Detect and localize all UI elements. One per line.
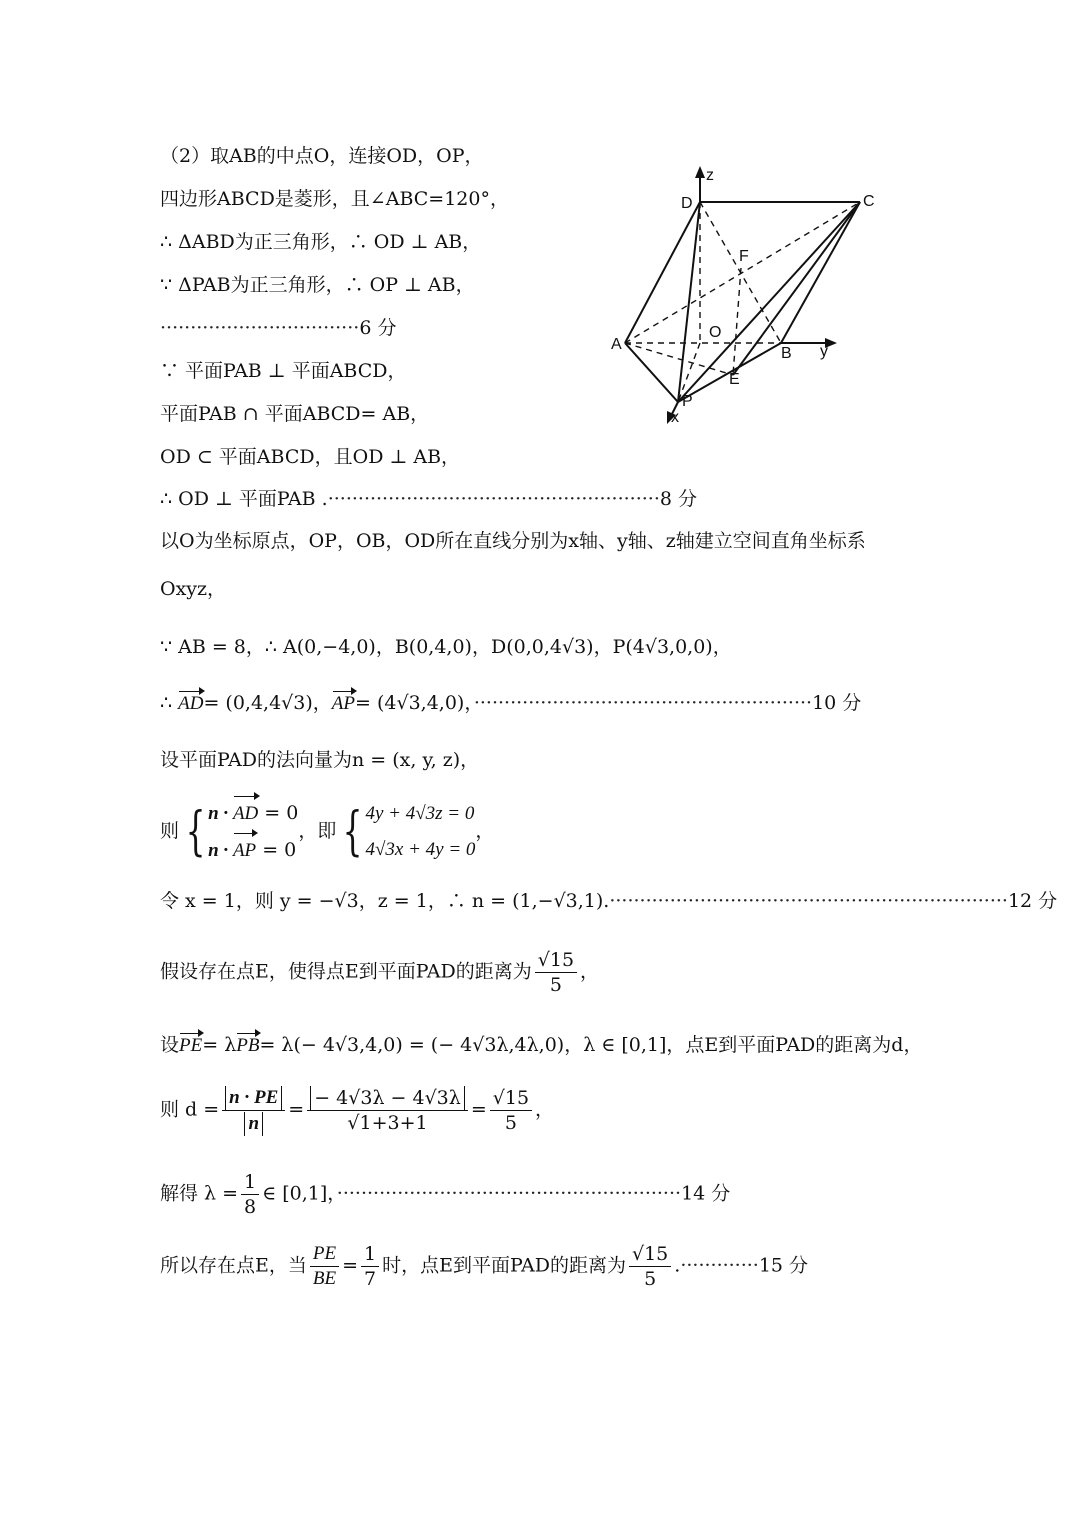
text: ，即 — [298, 820, 337, 842]
line-8: OD ⊂ 平面ABCD，且OD ⊥ AB， — [160, 446, 461, 468]
score: 6 分 — [359, 317, 397, 339]
fraction-sqrt15: $\frac{√15}{5}$ — [629, 1242, 671, 1291]
geometry-figure — [605, 160, 895, 430]
text: 则 — [160, 820, 180, 842]
edge-fe — [733, 268, 741, 375]
fraction-1-7: $\frac{1}{7}$ — [361, 1242, 379, 1291]
vector-pe: PE — [179, 1033, 202, 1059]
line-11: Oxyz， — [160, 578, 227, 600]
score: 15 分 — [758, 1254, 809, 1277]
label-z: z — [706, 167, 714, 184]
label-b: B — [781, 345, 792, 362]
leader-dots: ························································· — [336, 1182, 682, 1205]
line-4: ∵ ΔPAB为正三角形，∴ OP ⊥ AB， — [160, 274, 475, 296]
fraction: $\frac{1}{8}$ — [241, 1170, 259, 1219]
fraction-1: $\frac{n \cdot PE}{n}$ — [222, 1085, 285, 1136]
line-2: 四边形ABCD是菱形，且∠ABC=120°， — [160, 188, 509, 210]
edge-cp — [678, 202, 860, 402]
line-14: 设平面PAD的法向量为n = (x, y, z)， — [160, 749, 480, 771]
label-c: C — [863, 193, 875, 210]
label-x: x — [671, 409, 679, 426]
brace: { — [342, 802, 363, 862]
score: 12 分 — [1007, 890, 1058, 912]
line-15 — [160, 888, 1057, 914]
line-12: ∵ AB = 8，∴ A(0,−4,0)，B(0,4,0)，D(0,0,4√3)，P(4√3,0,0)， — [160, 636, 732, 658]
label-d: D — [681, 195, 693, 212]
vector-ad: AD — [178, 691, 203, 717]
fraction: $\frac{√15}{5}$ — [535, 948, 577, 997]
score: 8 分 — [659, 488, 698, 510]
edge-cb — [781, 202, 860, 343]
vector-pb: PB — [236, 1033, 259, 1059]
label-a: A — [611, 336, 622, 353]
edge-da — [625, 202, 700, 343]
line-16: 假设存在点E，使得点E到平面PAD的距离为 $\frac{√15}{5}$ ， — [160, 949, 600, 996]
line-13: ∴ AD= (0,4,4√3)，AP= (4√3,4,0)，························································10 分 — [160, 690, 861, 717]
line-10: 以O为坐标原点，OP，OB，OD所在直线分别为x轴、y轴、z轴建立空间直角坐标系 — [160, 530, 866, 552]
score: 10 分 — [812, 692, 862, 714]
line-9 — [160, 486, 697, 512]
label-f: F — [739, 248, 749, 265]
line-7: 平面PAB ∩ 平面ABCD= AB， — [160, 403, 430, 425]
edge-ac — [625, 202, 860, 343]
edge-ap — [625, 343, 678, 402]
leader-dots: ································· — [160, 317, 360, 339]
system-1: n · AD = 0 n · AP = 0 — [208, 795, 298, 869]
label-y: y — [820, 343, 828, 360]
line-3: ∴ ΔABD为正三角形，∴ OD ⊥ AB， — [160, 231, 482, 253]
label-e: E — [729, 371, 740, 388]
line-18: 则 d = $\frac{n \cdot PE}{n}$ = $\frac{- 4√3\lambda - 4√3\lambda}{√1+3+1}$ = $\frac{√15}{5}$ ， — [160, 1087, 555, 1134]
text: = (0,4,4√3)， — [203, 692, 332, 714]
line-1: （2）取AB的中点O，连接OD，OP， — [160, 145, 484, 167]
text: = (4√3,4,0)， — [355, 692, 474, 714]
text: ∴ OD ⊥ 平面PAB . — [160, 488, 328, 510]
leader-dots: ······················································· — [327, 488, 660, 510]
fraction-3: $\frac{√15}{5}$ — [490, 1086, 532, 1135]
text: = λ(− 4√3,4,0) = (− 4√3λ,4λ,0)，λ ∈ [0,1]，点E到平面PAD的距离为d， — [259, 1034, 923, 1056]
line-20: 所以存在点E，当 $\frac{PE}{BE}$ = $\frac{1}{7}$ 时，点E到平面PAD的距离为 $\frac{√15}{5}$ .·············15 分 — [160, 1243, 809, 1290]
fraction-pe-be: $\frac{PE}{BE}$ — [310, 1242, 339, 1291]
label-p: P — [682, 393, 693, 410]
vector-ap: AP — [332, 691, 355, 717]
edge-ce — [733, 202, 860, 375]
fraction-2: $\frac{- 4√3\lambda - 4√3\lambda}{√1+3+1}$ — [307, 1086, 468, 1135]
label-o: O — [709, 324, 722, 341]
leader-dots: ·································································· — [609, 890, 1008, 912]
line-5 — [160, 315, 396, 341]
edge-dp — [678, 202, 700, 402]
text: 假设存在点E，使得点E到平面PAD的距离为 — [160, 960, 532, 983]
leader-dots: ············· — [680, 1254, 759, 1277]
score: 14 分 — [681, 1182, 731, 1205]
z-arrow — [695, 166, 705, 178]
brace: { — [185, 802, 206, 862]
line-17: 设PE= λPB= λ(− 4√3,4,0) = (− 4√3λ,4λ,0)，λ ∈ [0,1]，点E到平面PAD的距离为d， — [160, 1032, 922, 1059]
system-2: 4y + 4√3z = 0 4√3x + 4y = 0 — [365, 803, 476, 860]
line-19: 解得 λ = $\frac{1}{8}$ ∈ [0,1]，·························································14 分 — [160, 1171, 731, 1218]
line-system: 则 { n · AD = 0 n · AP = 0，即 { 4y + 4√3z = 0 4√3x + 4y = 0， — [160, 795, 494, 869]
leader-dots: ························································ — [473, 692, 813, 714]
text: 令 x = 1，则 y = −√3，z = 1，∴ n = (1,−√3,1). — [160, 890, 610, 912]
line-6: ∵ 平面PAB ⊥ 平面ABCD， — [160, 360, 407, 382]
